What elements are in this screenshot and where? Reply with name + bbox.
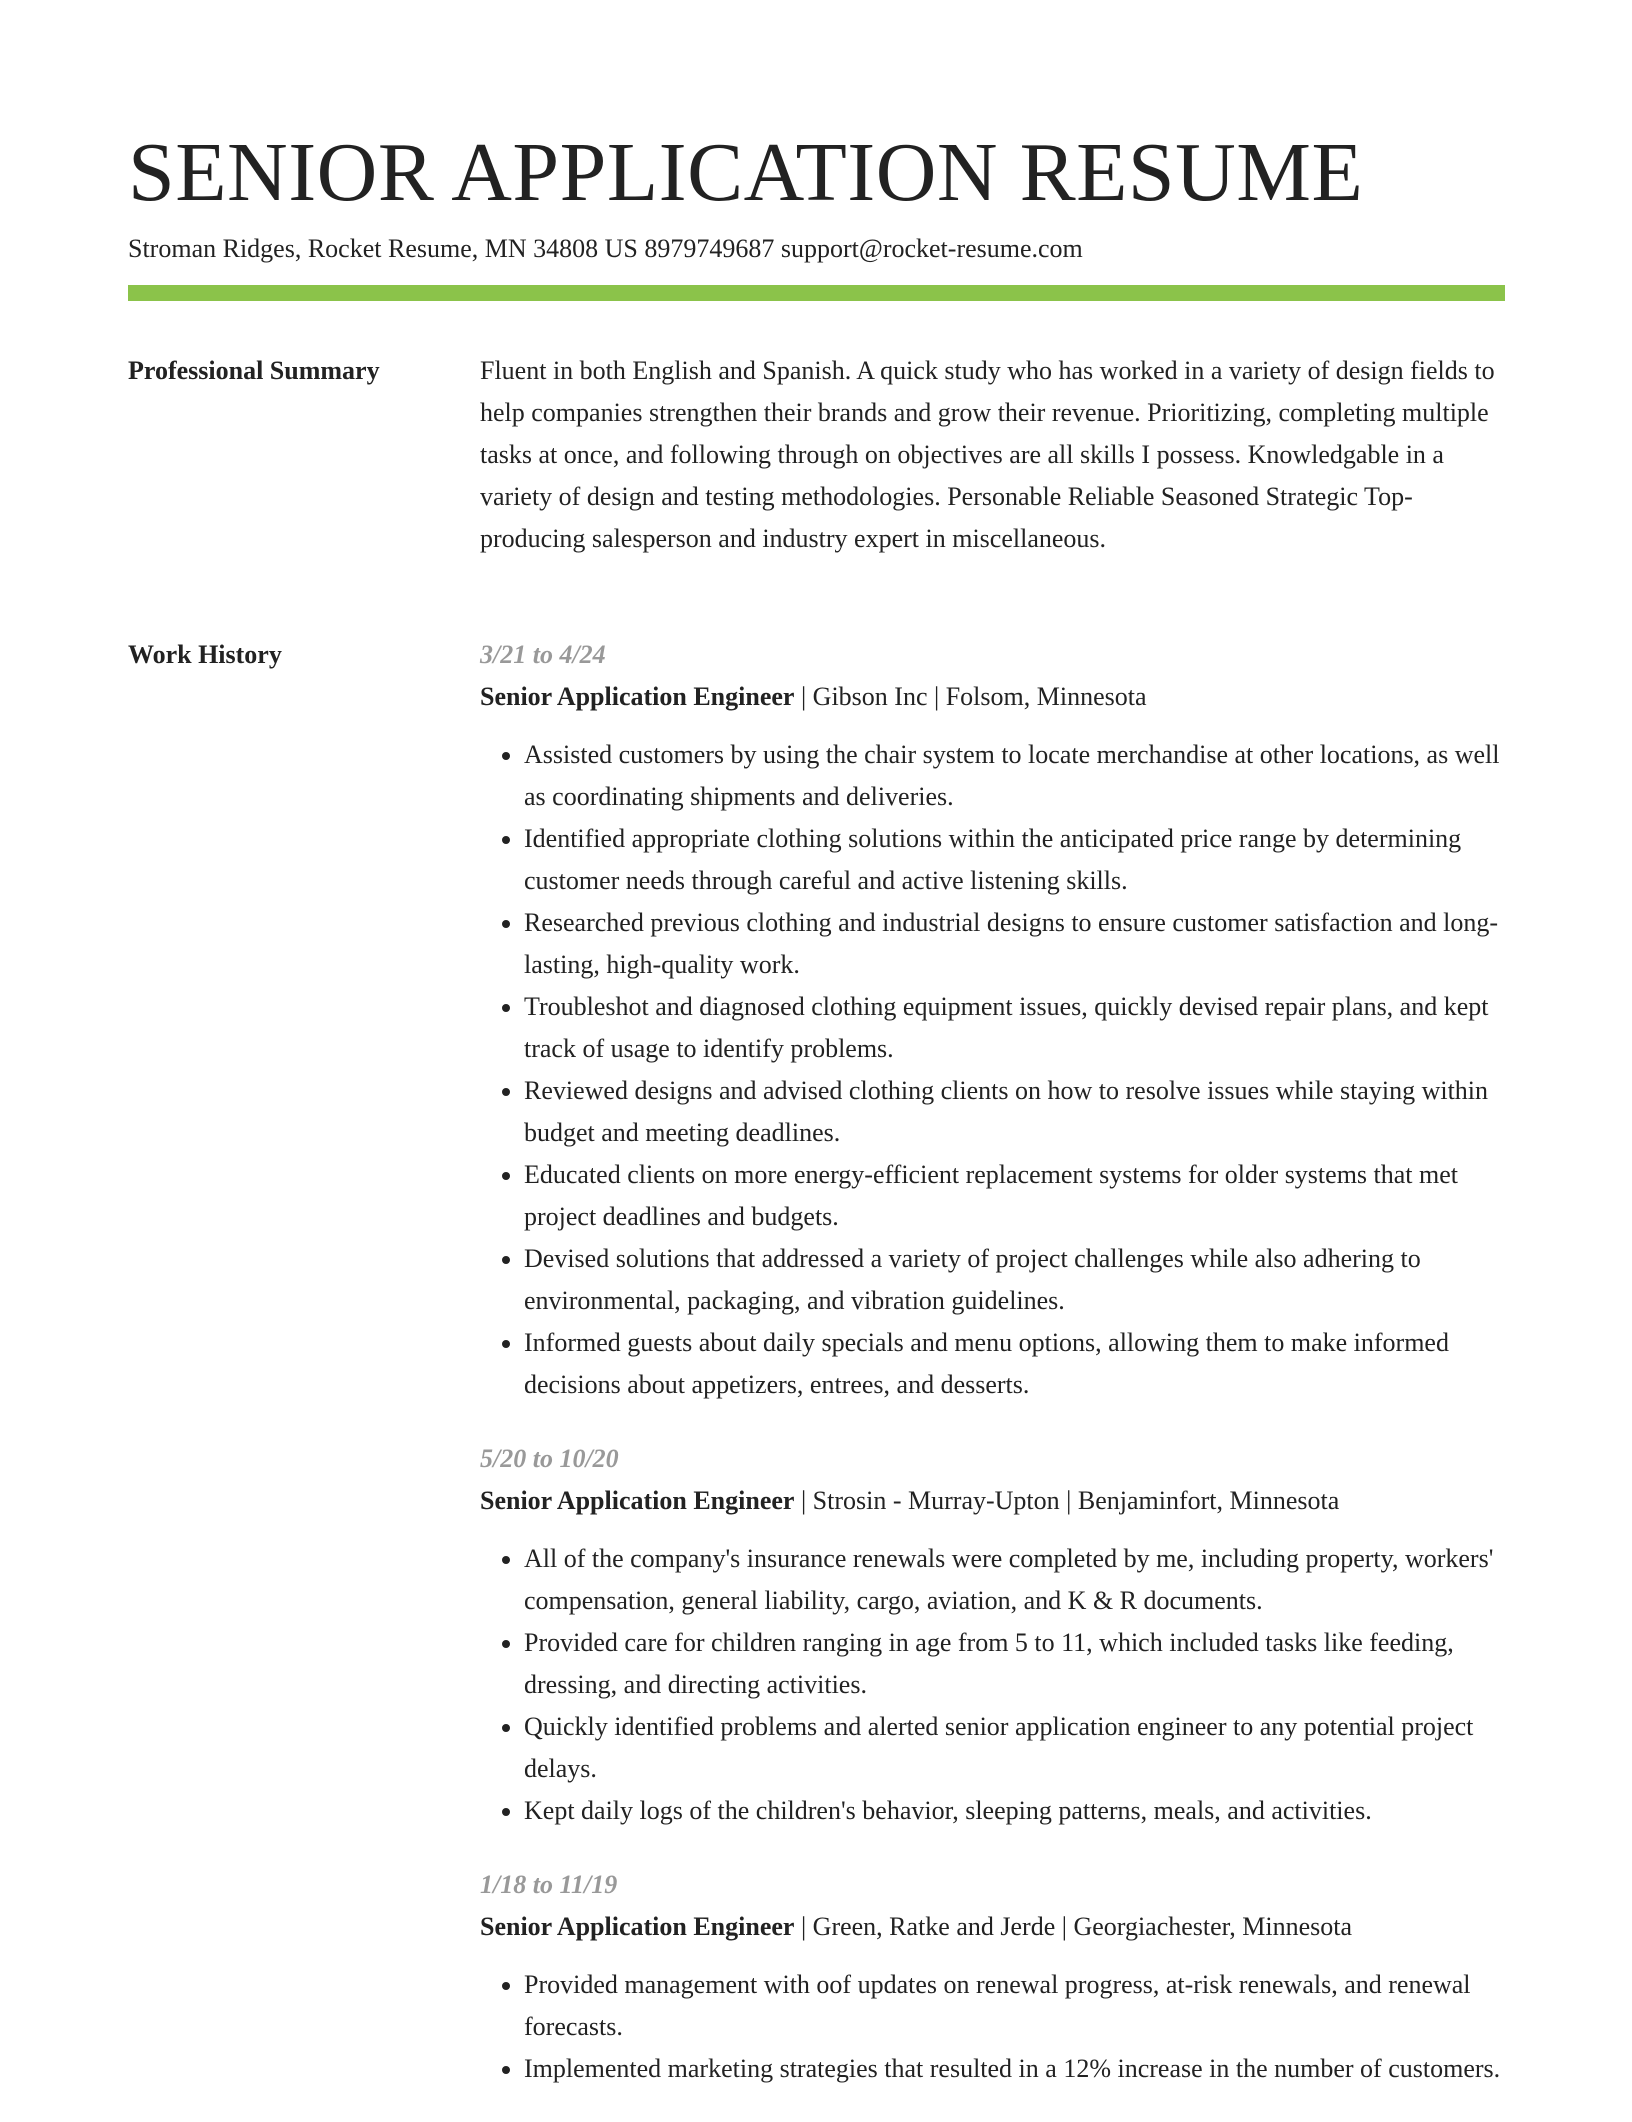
job-company: | Green, Ratke and Jerde [794, 1912, 1055, 1941]
job-duty-item: • Quickly identified problems and alerted senior application engineer to any potential project delays. [524, 1706, 1505, 1790]
job-duties-list [480, 1964, 1505, 2090]
job-duty-item: • Devised solutions that addressed a variety of project challenges while also adhering to environmental, packaging, and vibration guidelines. [524, 1238, 1505, 1322]
work-history-heading: Work History [128, 640, 282, 669]
job-title: Senior Application Engineer [480, 682, 795, 711]
contact-email: support@rocket-resume.com [780, 234, 1083, 263]
header-divider [128, 285, 1505, 301]
contact-phone: 8979749687 [644, 234, 775, 263]
job-entry [480, 1438, 1505, 1832]
job-duty-item: • Educated clients on more energy-efficient replacement systems for older systems that met project deadlines and budgets. [524, 1154, 1505, 1238]
job-duty-item: • Researched previous clothing and industrial designs to ensure customer satisfaction and long-lasting, high-quality work. [524, 902, 1505, 986]
job-title: Senior Application Engineer [480, 1486, 795, 1515]
job-duties-list [480, 1538, 1505, 1832]
job-duty-item: • Implemented marketing strategies that resulted in a 12% increase in the number of customers. [524, 2048, 1505, 2090]
job-duty-item: • Assisted customers by using the chair system to locate merchandise at other locations, as well as coordinating shipments and deliveries. [524, 734, 1505, 818]
job-duty-item: • Reviewed designs and advised clothing clients on how to resolve issues while staying within budget and meeting deadlines. [524, 1070, 1505, 1154]
job-duty-item: • Identified appropriate clothing solutions within the anticipated price range by determining customer needs through careful and active listening skills. [524, 818, 1505, 902]
summary-heading: Professional Summary [128, 356, 380, 385]
job-duty-item: • Provided care for children ranging in age from 5 to 11, which included tasks like feeding, dressing, and directing activities. [524, 1622, 1505, 1706]
job-location: | Benjaminfort, Minnesota [1060, 1486, 1340, 1515]
summary-text: Fluent in both English and Spanish. A quick study who has worked in a variety of design fields to help companies strengthen their brands and grow their revenue. Prioritizing, completing multiple tasks at once, and following through on objectives are all skills I possess. Knowledgable in a variety of design and testing methodologies. Personable Reliable Seasoned Strategic Top-producing salesperson and industry expert in miscellaneous. [480, 356, 1495, 553]
job-location: | Folsom, Minnesota [928, 682, 1147, 711]
job-dates: 5/20 to 10/20 [480, 1444, 619, 1473]
job-heading [480, 1480, 1505, 1522]
summary-section [480, 350, 1505, 560]
job-dates: 3/21 to 4/24 [480, 640, 606, 669]
job-location: | Georgiachester, Minnesota [1055, 1912, 1352, 1941]
job-company: | Strosin - Murray-Upton [794, 1486, 1059, 1515]
contact-address: Stroman Ridges, Rocket Resume, MN 34808 US [128, 234, 638, 263]
job-dates: 1/18 to 11/19 [480, 1870, 618, 1899]
job-duty-item: • All of the company's insurance renewals were completed by me, including property, workers' compensation, general liability, cargo, aviation, and K & R documents. [524, 1538, 1505, 1622]
job-duty-item: • Troubleshot and diagnosed clothing equipment issues, quickly devised repair plans, and kept track of usage to identify problems. [524, 986, 1505, 1070]
job-entry [480, 634, 1505, 1406]
resume-title: SENIOR APPLICATION RESUME [128, 126, 1364, 219]
job-title: Senior Application Engineer [480, 1912, 795, 1941]
job-heading [480, 1906, 1505, 1948]
job-duty-item: • Kept daily logs of the children's behavior, sleeping patterns, meals, and activities. [524, 1790, 1505, 1832]
job-heading [480, 676, 1505, 718]
job-duties-list [480, 734, 1505, 1406]
contact-line [128, 232, 1083, 266]
job-company: | Gibson Inc [794, 682, 927, 711]
job-duty-item: • Provided management with oof updates on renewal progress, at-risk renewals, and renewal forecasts. [524, 1964, 1505, 2048]
work-history-section [480, 634, 1505, 2122]
job-duty-item: • Informed guests about daily specials and menu options, allowing them to make informed decisions about appetizers, entrees, and desserts. [524, 1322, 1505, 1406]
job-entry [480, 1864, 1505, 2090]
